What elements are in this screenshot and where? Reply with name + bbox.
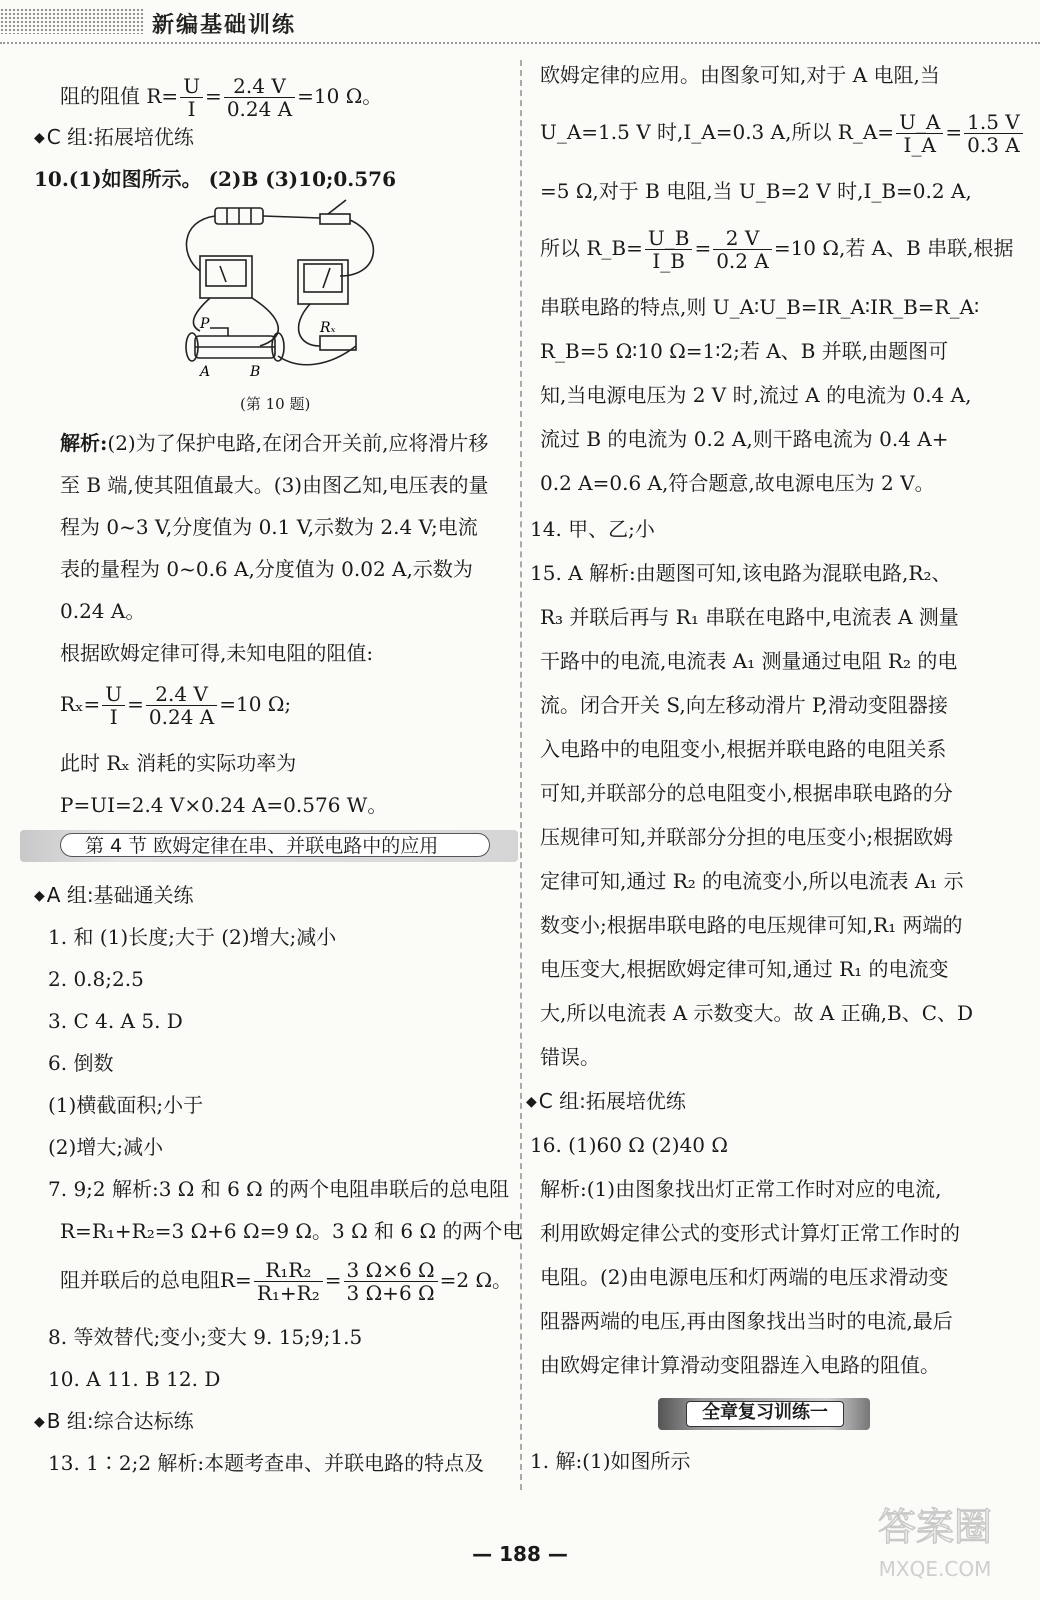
analysis-line: 错误。: [540, 1045, 600, 1069]
analysis-line: 可知,并联部分的总电阻变小,根据串联电路的分: [540, 781, 953, 805]
label-a: A: [200, 364, 211, 380]
answer-7-line2: R=R₁+R₂=3 Ω+6 Ω=9 Ω。3 Ω 和 6 Ω 的两个电: [60, 1219, 523, 1243]
denominator: I: [109, 705, 118, 729]
wire: [340, 220, 373, 276]
watermark-text: 答案圈: [877, 1505, 993, 1549]
answer-7: 7. 9;2 解析:3 Ω 和 6 Ω 的两个电阻串联后的总电阻: [48, 1177, 510, 1201]
numerator: 1.5 V: [964, 111, 1023, 134]
formula-rb: [540, 224, 1014, 272]
wire: [278, 346, 356, 365]
answer-6-1: (1)横截面积;小于: [48, 1093, 204, 1117]
formula-r: [48, 72, 382, 120]
answer-14: 14. 甲、乙;小: [530, 517, 655, 541]
label-b: B: [250, 364, 261, 380]
analysis-line: 电压变大,根据欧姆定律可知,通过 R₁ 的电流变: [540, 957, 949, 981]
fraction: [254, 1259, 323, 1304]
analysis-line: 0.2 A=0.6 A,符合题意,故电源电压为 2 V。: [540, 471, 935, 495]
analysis-line: 干路中的电流,电流表 A₁ 测量通过电阻 R₂ 的电: [540, 649, 958, 673]
analysis-label: 解析:: [60, 431, 108, 455]
formula-text: Rₓ=: [60, 692, 101, 716]
header-title: 新编基础训练: [152, 12, 297, 38]
analysis-text: (2)为了保护电路,在闭合开关前,应将滑片移: [107, 431, 489, 455]
diamond-icon: ◆: [34, 130, 45, 146]
fraction: [645, 227, 693, 272]
denominator: 0.2 A: [716, 249, 769, 273]
answer-1: 1. 和 (1)长度;大于 (2)增大;减小: [48, 925, 337, 949]
review-banner: [658, 1398, 870, 1430]
answer-15: 15. A 解析:由题图可知,该电路为混联电路,R₂、: [530, 561, 952, 585]
section-title: 第 4 节 欧姆定律在串、并联电路中的应用: [60, 833, 490, 857]
answer-13: 13. 1∶2;2 解析:本题考查串、并联电路的特点及: [48, 1451, 485, 1475]
analysis-line: =5 Ω,对于 B 电阻,当 U_B=2 V 时,I_B=0.2 A,: [540, 179, 972, 203]
formula-text: =10 Ω。: [297, 84, 383, 108]
equals: =: [127, 692, 144, 716]
formula-text: =10 Ω,若 A、B 串联,根据: [773, 236, 1014, 260]
ammeter-icon: [200, 256, 252, 298]
group-heading-text: C 组:拓展培优练: [46, 125, 194, 149]
numerator: U_A: [896, 111, 943, 134]
equals: =: [694, 236, 712, 260]
group-heading-text: A 组:基础通关练: [46, 883, 194, 907]
denominator: I_B: [652, 249, 685, 273]
analysis-line: 根据欧姆定律可得,未知电阻的阻值:: [60, 641, 374, 665]
analysis-line: 大,所以电流表 A 示数变大。故 A 正确,B、C、D: [540, 1001, 974, 1025]
formula-text: 所以 R_B=: [540, 236, 643, 260]
answer-6: 6. 倒数: [48, 1051, 114, 1075]
group-heading-c: [526, 1086, 686, 1116]
analysis-line: R_B=5 Ω∶10 Ω=1∶2;若 A、B 并联,由题图可: [540, 339, 949, 363]
formula-text: =2 Ω。: [439, 1268, 513, 1292]
analysis-line: 入电路中的电阻变小,根据并联电路的电阻关系: [540, 737, 947, 761]
review-title: 全章复习训练一: [686, 1401, 844, 1427]
numerator: U: [180, 75, 203, 98]
watermark-logo: [860, 1488, 1010, 1588]
fraction: [146, 683, 217, 728]
diamond-icon: ◆: [34, 888, 45, 904]
denominator: R₁+R₂: [256, 1281, 320, 1305]
denominator: I: [187, 97, 196, 121]
analysis-line: 流过 B 的电流为 0.2 A,则干路电流为 0.4 A+: [540, 427, 949, 451]
group-heading-text: B 组:综合达标练: [46, 1409, 194, 1433]
formula-rx: [48, 680, 291, 728]
answer-8-9: 8. 等效替代;变小;变大 9. 15;9;1.5: [48, 1325, 363, 1349]
numerator: R₁R₂: [254, 1259, 323, 1282]
header-dot-pattern: [0, 8, 145, 34]
voltmeter-icon: [298, 260, 348, 304]
denominator: 3 Ω+6 Ω: [346, 1281, 435, 1305]
fraction: [344, 1259, 438, 1304]
fraction: [964, 111, 1023, 156]
equals: =: [205, 84, 222, 108]
header-rule: [0, 42, 1040, 44]
analysis-line: 知,当电源电压为 2 V 时,流过 A 的电流为 0.4 A,: [540, 383, 972, 407]
analysis-line: 数变小;根据串联电路的电压规律可知,R₁ 两端的: [540, 913, 963, 937]
group-heading-text: C 组:拓展培优练: [538, 1089, 686, 1113]
analysis-line: R₃ 并联后再与 R₁ 串联在电路中,电流表 A 测量: [540, 605, 959, 629]
analysis-line: P=UI=2.4 V×0.24 A=0.576 W。: [60, 793, 388, 817]
equals: =: [324, 1268, 342, 1292]
analysis-line: 流。闭合开关 S,向左移动滑片 P,滑动变阻器接: [540, 693, 948, 717]
section-banner: [20, 830, 518, 862]
page-header: [0, 0, 1040, 44]
analysis-line: 表的量程为 0~0.6 A,分度值为 0.02 A,示数为: [60, 557, 473, 581]
watermark-url: MXQE.COM: [878, 1557, 992, 1581]
switch-icon: [320, 214, 350, 224]
analysis-line: 利用欧姆定律公式的变形式计算灯正常工作时的: [540, 1221, 960, 1245]
analysis-line: 此时 Rₓ 消耗的实际功率为: [60, 751, 297, 775]
formula-ra: [540, 108, 1025, 156]
diamond-icon: ◆: [34, 1414, 45, 1430]
analysis-line: 电阻。(2)由电源电压和灯两端的电压求滑动变: [540, 1265, 949, 1289]
answer-3-5: 3. C 4. A 5. D: [48, 1009, 183, 1033]
circuit-figure: [170, 196, 390, 388]
answer-10-12: 10. A 11. B 12. D: [48, 1367, 221, 1391]
answer-16: 16. (1)60 Ω (2)40 Ω: [530, 1133, 728, 1157]
denominator: 0.24 A: [226, 97, 293, 121]
fraction: [102, 683, 125, 728]
analysis-line: 至 B 端,使其阻值最大。(3)由图乙知,电压表的量: [60, 473, 489, 497]
numerator: 2 V: [713, 227, 772, 250]
label-rx: Rₓ: [320, 320, 336, 336]
wire: [299, 304, 320, 346]
formula-text: 阻的阻值 R=: [60, 84, 179, 108]
group-heading-b: [34, 1406, 194, 1436]
numerator: 3 Ω×6 Ω: [344, 1259, 438, 1282]
numerator: U_B: [645, 227, 693, 250]
fraction: [713, 227, 772, 272]
analysis-line: 串联电路的特点,则 U_A∶U_B=IR_A∶IR_B=R_A∶: [540, 295, 980, 319]
formula-parallel: [48, 1256, 512, 1304]
denominator: 0.24 A: [148, 705, 215, 729]
analysis-line: 欧姆定律的应用。由图象可知,对于 A 电阻,当: [540, 63, 940, 87]
numerator: 2.4 V: [146, 683, 217, 706]
formula-text: =10 Ω;: [219, 692, 292, 716]
analysis-line: 0.24 A。: [60, 599, 146, 623]
question-10: 10.(1)如图所示。 (2)B (3)10;0.576: [34, 167, 396, 191]
page-number: — 188 —: [472, 1542, 568, 1566]
numerator: U: [102, 683, 125, 706]
fraction: [896, 111, 943, 156]
formula-text: 阻并联后的总电阻R=: [60, 1268, 252, 1292]
answer-6-2: (2)增大;减小: [48, 1135, 164, 1159]
answer-review-1: 1. 解:(1)如图所示: [530, 1449, 691, 1473]
numerator: 2.4 V: [224, 75, 295, 98]
analysis-line: 压规律可知,并联部分分担的电压变小;根据欧姆: [540, 825, 954, 849]
group-heading-c: [34, 122, 194, 152]
analysis-line: 阻器两端的电压,再由图象找出当时的电流,最后: [540, 1309, 953, 1333]
equals: =: [945, 120, 963, 144]
denominator: I_A: [903, 133, 936, 157]
resistor-icon: [320, 336, 356, 350]
formula-text: U_A=1.5 V 时,I_A=0.3 A,所以 R_A=: [540, 120, 895, 144]
analysis-line: [48, 428, 488, 458]
analysis-line: 定律可知,通过 R₂ 的电流变小,所以电流表 A₁ 示: [540, 869, 964, 893]
analysis-line: 由欧姆定律计算滑动变阻器连入电路的阻值。: [540, 1353, 940, 1377]
fraction: [224, 75, 295, 120]
denominator: 0.3 A: [967, 133, 1020, 157]
analysis-line: 程为 0~3 V,分度值为 0.1 V,示数为 2.4 V;电流: [60, 515, 478, 539]
answer-2: 2. 0.8;2.5: [48, 967, 144, 991]
label-p: P: [200, 316, 210, 332]
column-divider: [520, 60, 522, 1490]
fraction: [180, 75, 203, 120]
analysis-line: 解析:(1)由图象找出灯正常工作时对应的电流,: [540, 1177, 942, 1201]
group-heading-a: [34, 880, 194, 910]
diamond-icon: ◆: [526, 1094, 537, 1110]
wire: [263, 216, 320, 218]
figure-caption: (第 10 题): [240, 395, 311, 413]
